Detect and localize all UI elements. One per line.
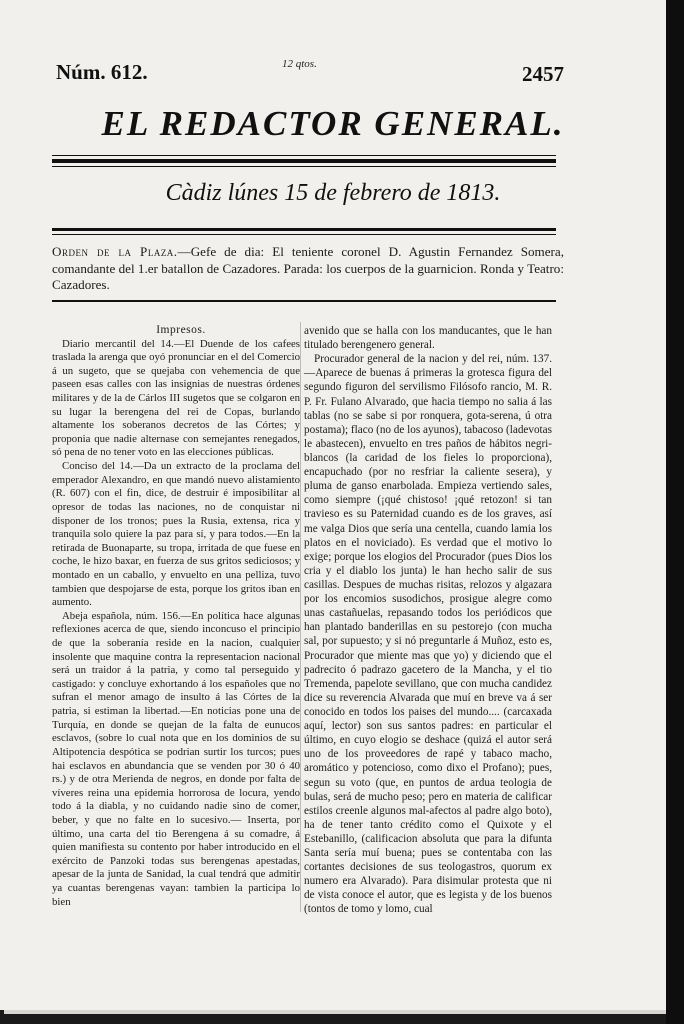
section-heading: Impresos. [156,324,206,336]
page-edge [666,0,684,1024]
orden-text: —Gefe de dia: El teniente coronel D. Agustin Fernandez Somera, comandante del 1.er batallon de Cazadores. Parada: los cuerpos de la guarnicion. Ronda y Teatro: Cazadores. [52,244,564,293]
rule-date-thin [52,234,556,235]
dateline: Càdiz lúnes 15 de febrero de 1813. [165,180,501,206]
left-column [52,324,300,909]
right-column [304,324,552,917]
orden-de-la-plaza [52,244,564,294]
paragraph-procurador: Procurador general de la nacion y del rei, núm. 137.—Aparece de buenas á primeras la grotesca figura del segundo figuron del servilismo Filósofo rancio, M. R. P. Fr. Fulano Alvarado, que hacia tiempo no salia á las tablas (no se sabe si por ronquera, gota-serena, ú otra postama); flaco (no de los ayunos), tabacoso (ladevotas le abastecen), envuelto en tres paños de hábitos negri-blancos (la caridad de los fieles lo proporciona), encapuchado (por no resfriar la caliente sesera), y pluma de ganso enarbolada. Empieza vertiendo sales, como siempre (¡qué chistoso! ¡qué retozon! si tan travieso es su Paternidad cuando es de los graves, así me valga Dios que sería una centella, cuando lamia los platos en el noviciado). Es verdad que el motivo lo exige; porque los elogios del Procurador (pues Dios los cria y el diablo los junta) le han hecho salir de sus casillas. Despues de muchas risitas, relozos y algazara por los encomios susodichos, prosigue alegre como unas castañuelas, repasando todos los periódicos que han plantado banderillas en su pestorejo (con mucha sal, por supuesto; y si nó preguntarle á Muñoz, esto es, Procurador que miente mas que yo) y diciendo que el padrecito ó padrazo gacetero de la Mancha, y el tio Tremenda, papelote sevillano, que con mucha candidez dice su reverencia Alvarada que muí en breve va á ser conocido en todos los paises del mundo.... (carcaxada aquí, lector) son sus santos padres: en particular el último, en cuyo elogio se deshace (quizá el autor será uno de los proveedores de rapé y tabaco macho, aromático y potencioso, como dixo el Profano); pues, segun su voto (que, en puntos de ardua teologia de bulas, será de mucho peso; pero en materia de calificar estilos creenle algunos mal-afectos al padre algo boto), ha de tener tanto crédito como el Quixote y el Estebanillo, (calificacion absoluta que para la difunta Santa sería muí buena; pues se contentaba con las cortantes decisiones de sus teologastros, quorum ex numero era Alvarado). Para disimular protesta que ni de vista conoce el autor, que es legista y de los buenos (tontos de tomo y lomo, cual [304,353,552,916]
rule-top-thin [52,155,556,156]
column-divider [300,322,301,912]
page-number: 2457 [522,62,564,86]
paragraph-conciso: Conciso del 14.—Da un extracto de la proclama del emperador Alexandro, en que mandó nuevo alistamiento (R. 607) con el fin, dice, de destruir é imposibilitar al opresor de todas las naciones, no de conquistar ni disponer de los tronos; pues la Rusia, extensa, rica y tranquila solo quiere la paz para sí, y para todos.—En la retirada de Buonaparte, su tropa, irritada de que fuese en coche, le hizo baxar, en fuerza de sus gritos sediciosos; y montado en un caballo, y envuelto en una pelliza, tuvo tambien que despojarse de esta, porque los gritos iban en aumento. [52,460,300,609]
rule-date-thick [52,228,556,231]
paragraph-diario-mercantil: Diario mercantil del 14.—El Duende de los cafees traslada la arenga que oyó pronunciar en el del Comercio á un sugeto, que se quejaba con vehemencia de que paseen esas calles con las insignias de nuestras órdenes militares y de la de Cárlos III sugetos que se colgaron en su lugar la berengena del rei de Copas, burlando altamente los soberanos decretos de las Córtes; y proponia que nadie alternase con semejantes renegados, só pena de no tener voto en las elecciones públicas. [52,337,300,459]
masthead-title: EL REDACTOR GENERAL. [101,104,565,143]
paragraph-continuation: avenido que se halla con los manducantes, que le han titulado berengenero general. [304,325,552,352]
issue-number: Núm. 612. [56,60,148,84]
rule-top-thick [52,159,556,163]
price-mark: 12 qtos. [282,58,317,70]
paragraph-abeja-espanola: Abeja española, núm. 156.—En política hace algunas reflexiones acerca de que, siendo inconcuso el principio de que la soberanía reside en la nacion, cualquier insolente que maquine contra la representacion nacional será un traidor á la patria, y como tal perseguido y castigado: y concluye exhortando á los españoles que no sufran el menor amago de insulto á las Córtes de la patria, si estiman la libertad.—En noticias pone una de Turquía, en donde se quejan de la falta de eunucos esclavos, (sobre lo cual nota que en los dominios de su Altipotencia despótica se podrian surtir los turcos; pues hai esclavos en abundancia que se venden por 30 ó 40 rs.) y de otra Merienda de negros, en donde por falta de víveres reina una epidemia horrorosa de locura, yendo todo á la diabla, y no cuidando nadie sino de comer, beber, y que no falte en lo sucesivo.— Inserta, por último, una carta del tio Berengena á su comadre, á quien manifiesta su contento por haber introducido en el exército de Panzoki todas sus berengenas apestadas, apesar de la junta de Sanidad, la cual tendrá que admitir ya cuantas berengenas vayan: tambien la participa lo bien [52,609,300,908]
rule-top-under [52,166,556,167]
orden-label: Orden de la Plaza. [52,244,178,259]
rule-orden [52,300,556,302]
